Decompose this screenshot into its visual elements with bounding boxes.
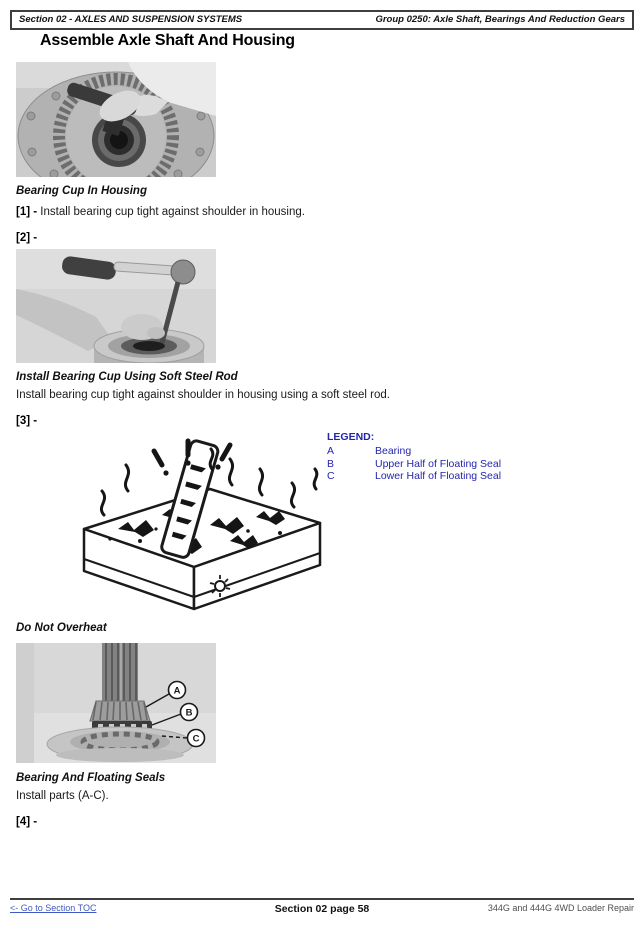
legend-entry (327, 458, 587, 471)
figure-overheat-drawing (70, 429, 332, 621)
figure-steel-rod-photo (16, 249, 216, 363)
callout-c-label: C (192, 733, 200, 745)
figure-seals-photo (16, 643, 216, 763)
legend-key-a: A (327, 445, 335, 457)
page-title: Assemble Axle Shaft And Housing (40, 32, 295, 49)
footer-page-number: Section 02 page 58 (274, 903, 370, 915)
seals-photo-art (16, 643, 216, 763)
step-1-text (16, 205, 644, 219)
figure-bearing-cup-photo (16, 62, 216, 177)
rod-body-text: Install bearing cup tight against shoulder in housing using a soft steel rod. (16, 389, 390, 401)
figure-overheat-section (0, 429, 644, 616)
manual-page (0, 10, 644, 931)
step-3-label: [3] - (16, 415, 38, 427)
caption-bearing-cup: Bearing Cup In Housing (16, 185, 147, 197)
seals-body-text: Install parts (A-C). (16, 790, 109, 802)
footer-manual-title: 344G and 444G 4WD Loader Repair (487, 903, 634, 913)
legend (327, 431, 587, 483)
page-footer (10, 898, 634, 913)
legend-entry (327, 470, 587, 483)
callout-b-label: B (185, 707, 193, 719)
step-1-body: Install bearing cup tight against shoulder in housing. (40, 206, 305, 218)
legend-entry (327, 445, 587, 458)
legend-label-c: Lower Half of Floating Seal (375, 470, 502, 482)
overheat-drawing-art (70, 429, 332, 616)
step-2-label: [2] - (16, 232, 38, 244)
caption-overheat: Do Not Overheat (16, 622, 107, 634)
callout-c (188, 730, 205, 747)
legend-key-b: B (327, 457, 335, 470)
page-header (10, 10, 634, 30)
callout-a (169, 682, 186, 699)
step-1-label: [1] - (16, 206, 38, 218)
callout-b (181, 704, 198, 721)
bearing-cup-photo-art (16, 62, 216, 177)
legend-title: LEGEND: (327, 431, 375, 443)
caption-steel-rod: Install Bearing Cup Using Soft Steel Rod (16, 371, 238, 383)
step-4-label: [4] - (16, 816, 38, 828)
legend-label-a: Bearing (375, 445, 412, 457)
steel-rod-photo-art (16, 249, 216, 363)
legend-label-b: Upper Half of Floating Seal (375, 457, 502, 470)
callout-a-label: A (173, 685, 181, 697)
header-group-title: Group 0250: Axle Shaft, Bearings And Reduction Gears (375, 14, 625, 25)
caption-seals: Bearing And Floating Seals (16, 772, 166, 784)
header-section-title: Section 02 - AXLES AND SUSPENSION SYSTEMS (19, 14, 243, 25)
go-to-section-toc-link[interactable]: <- Go to Section TOC (10, 903, 97, 913)
legend-key-c: C (327, 470, 335, 482)
